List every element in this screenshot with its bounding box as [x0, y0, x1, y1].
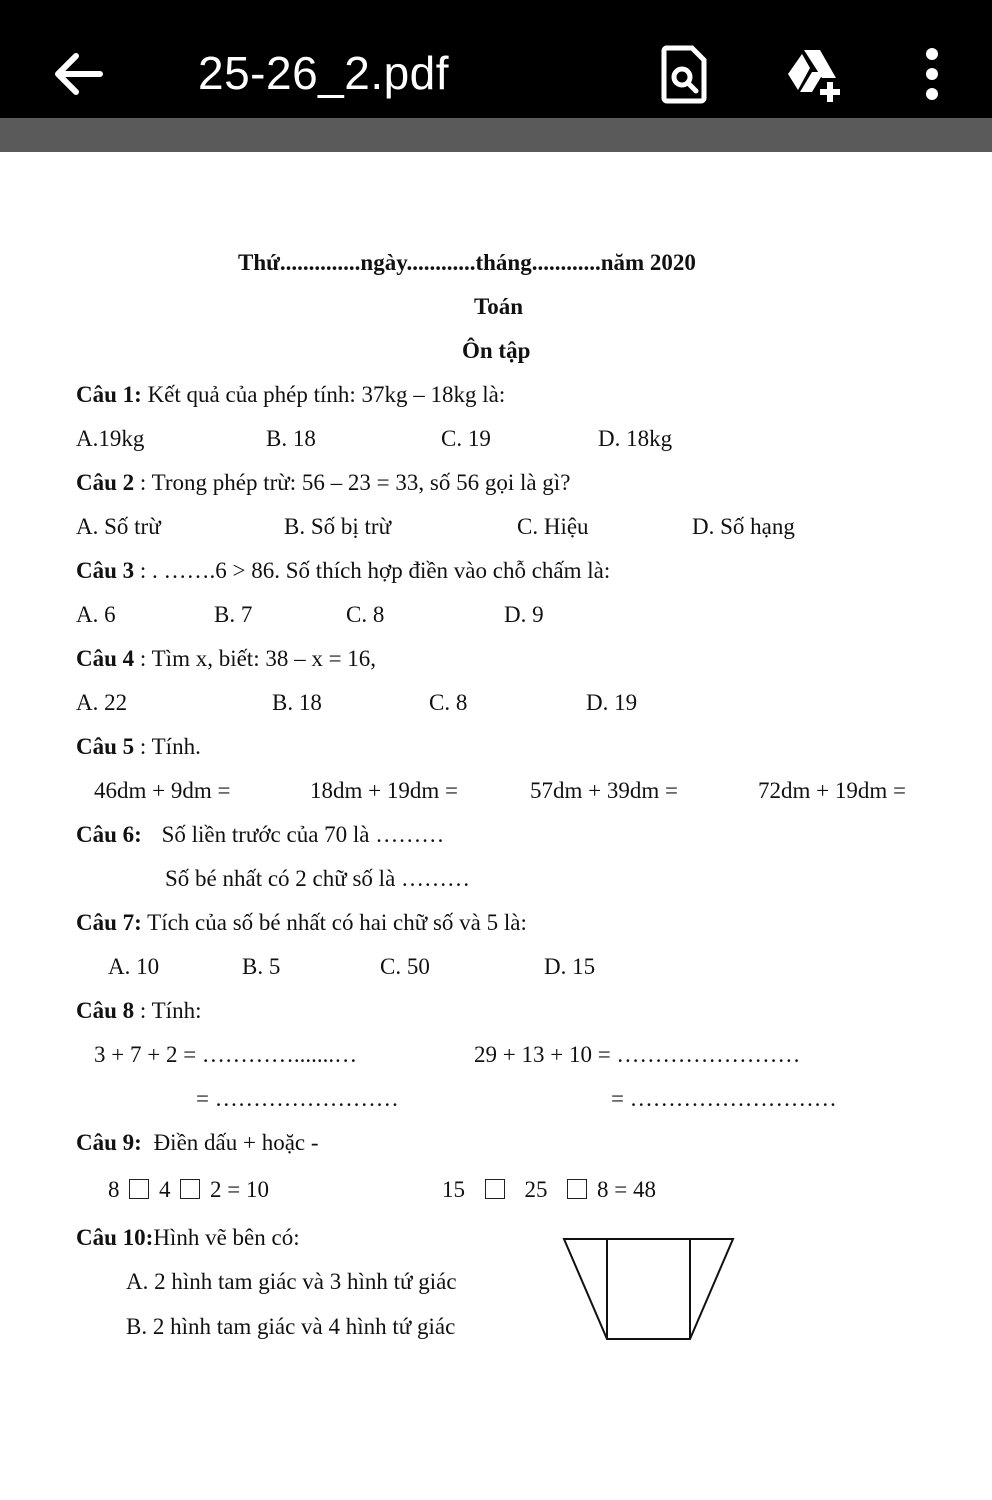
- question-5: [76, 733, 201, 761]
- option: A. 22: [76, 690, 128, 715]
- question-8: [76, 997, 201, 1025]
- app-bar: [0, 0, 992, 118]
- pdf-page[interactable]: [0, 152, 992, 1500]
- topic-title: Ôn tập: [462, 338, 531, 363]
- option: B. 5: [242, 954, 281, 979]
- option: D. 9: [504, 602, 544, 627]
- answer-box: [129, 1179, 149, 1199]
- question-6-line-2: Số bé nhất có 2 chữ số là ………: [165, 866, 471, 891]
- question-10: [76, 1224, 300, 1252]
- search-document-icon[interactable]: [660, 44, 708, 104]
- option: A. 6: [76, 602, 116, 627]
- question-1: [76, 381, 505, 409]
- answer-box: [180, 1179, 200, 1199]
- question-text: Điền dấu + hoặc -: [153, 1130, 319, 1155]
- question-label: Câu 5: [76, 734, 135, 759]
- option: C. 50: [380, 954, 430, 979]
- question-label: Câu 1:: [76, 382, 142, 407]
- question-text: : Tìm x, biết: 38 – x = 16,: [139, 646, 377, 671]
- option: D. Số hạng: [692, 514, 795, 539]
- question-3: [76, 557, 610, 585]
- option: C. 8: [429, 690, 468, 715]
- question-text: Hình vẽ bên có:: [153, 1225, 300, 1250]
- question-text: Số liền trước của 70 là ………: [161, 822, 445, 847]
- subject-title: Toán: [474, 294, 524, 319]
- question-label: Câu 9:: [76, 1130, 142, 1155]
- date-line: Thứ..............ngày............tháng............năm 2020: [238, 250, 696, 275]
- question-label: Câu 2: [76, 470, 135, 495]
- sign-equation-right: [442, 1176, 656, 1204]
- number: 15: [442, 1177, 465, 1202]
- sign-equation-left: [108, 1176, 269, 1204]
- question-label: Câu 7:: [76, 910, 142, 935]
- calc-right: 29 + 13 + 10 = ……………………: [474, 1042, 801, 1067]
- question-7: [76, 909, 527, 937]
- drive-add-icon[interactable]: [784, 44, 850, 104]
- option: C. 8: [346, 602, 385, 627]
- trapezoid-figure: [560, 1236, 738, 1342]
- question-text: : Trong phép trừ: 56 – 23 = 33, số 56 gọi là gì?: [139, 470, 571, 495]
- option: A. Số trừ: [76, 514, 161, 539]
- question-text: : . …….6 > 86. Số thích hợp điền vào chỗ chấm là:: [139, 558, 611, 583]
- option: C. Hiệu: [517, 514, 589, 539]
- question-label: Câu 10:: [76, 1225, 154, 1250]
- option: B. Số bị trừ: [284, 514, 392, 539]
- question-6: [76, 821, 444, 849]
- option: A. 10: [108, 954, 160, 979]
- calc-left: 3 + 7 + 2 = ………….......…: [94, 1042, 358, 1067]
- option: B. 18: [266, 426, 316, 451]
- question-9: [76, 1129, 319, 1157]
- calc-right-result: = ………………………: [611, 1086, 837, 1111]
- answer-box: [567, 1179, 587, 1199]
- number: 8 = 48: [597, 1177, 656, 1202]
- number: 25: [524, 1177, 548, 1202]
- option: D. 19: [586, 690, 638, 715]
- question-text: : Tính.: [139, 734, 201, 759]
- option: A. 2 hình tam giác và 3 hình tứ giác: [126, 1269, 457, 1294]
- question-4: [76, 645, 376, 673]
- question-label: Câu 3: [76, 558, 135, 583]
- expression: 57dm + 39dm =: [530, 778, 678, 803]
- expression: 46dm + 9dm =: [94, 778, 231, 803]
- option: D. 18kg: [598, 426, 673, 451]
- option: B. 2 hình tam giác và 4 hình tứ giác: [126, 1314, 456, 1339]
- question-text: Tích của số bé nhất có hai chữ số và 5 là:: [147, 910, 527, 935]
- toolbar-shadow-band: [0, 118, 992, 152]
- option: A.19kg: [76, 426, 145, 451]
- arrow-left-icon[interactable]: [50, 44, 106, 104]
- option: B. 7: [214, 602, 253, 627]
- number: 2 = 10: [210, 1177, 269, 1202]
- question-text: : Tính:: [139, 998, 202, 1023]
- calc-left-result: = ……………………: [196, 1086, 399, 1111]
- number: 4: [159, 1177, 171, 1202]
- document-title: 25-26_2.pdf: [198, 47, 450, 99]
- number: 8: [108, 1177, 120, 1202]
- expression: 72dm + 19dm =: [758, 778, 906, 803]
- question-label: Câu 8: [76, 998, 135, 1023]
- question-label: Câu 4: [76, 646, 135, 671]
- question-label: Câu 6:: [76, 822, 142, 847]
- more-vert-icon[interactable]: [918, 44, 946, 104]
- option: C. 19: [441, 426, 491, 451]
- option: D. 15: [544, 954, 596, 979]
- question-2: [76, 469, 570, 497]
- option: B. 18: [272, 690, 322, 715]
- expression: 18dm + 19dm =: [310, 778, 458, 803]
- answer-box: [485, 1179, 505, 1199]
- question-text: Kết quả của phép tính: 37kg – 18kg là:: [147, 382, 506, 407]
